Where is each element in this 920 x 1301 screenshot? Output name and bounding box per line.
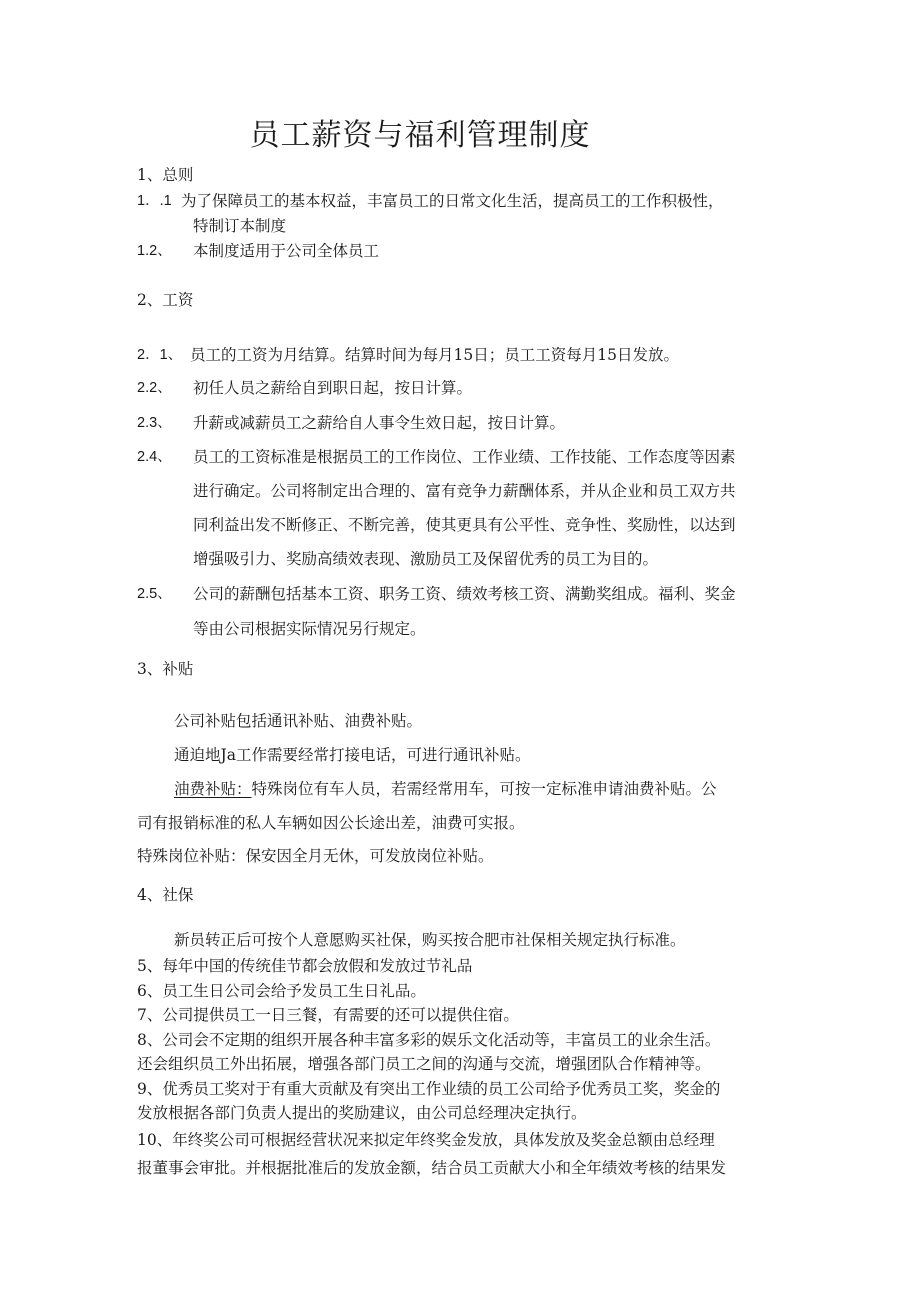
allowance-line-2: 通迫地Ja工作需要经常打接电话，可进行通讯补贴。 (174, 746, 531, 764)
clause-1-1-number: 1．.1 (137, 193, 172, 209)
clause-2-2-text: 初任人员之薪给自到职日起，按日计算。 (193, 379, 473, 397)
item-9-line-1: 9、优秀员工奖对于有重大贡献及有突出工作业绩的员工公司给予优秀员工奖，奖金的 (137, 1080, 721, 1098)
item-5: 5、每年中国的传统佳节都会放假和发放过节礼品 (137, 957, 473, 975)
allowance-line-4: 司有报销标准的私人车辆如因公长途出差，油费可实报。 (137, 814, 525, 832)
clause-2-1-number: 2．1、 (137, 347, 183, 363)
allowance-line-1: 公司补贴包括通讯补贴、油费补贴。 (174, 712, 423, 730)
clause-2-4-number: 2.4、 (137, 449, 172, 465)
clause-1-1-text-cont: 特制订本制度 (193, 217, 287, 235)
item-6: 6、员工生日公司会给予发员工生日礼品。 (137, 982, 426, 1000)
item-10-line-1: 10、年终奖公司可根据经营状况来拟定年终奖金发放，具体发放及奖金总额由总经理 (137, 1131, 715, 1149)
fuel-allowance-text: 特殊岗位有车人员，若需经常用车，可按一定标准申请油费补贴。公 (251, 780, 717, 798)
clause-2-5-line-2: 等由公司根据实际情况另行规定。 (193, 620, 426, 638)
section-2-heading: 2、工资 (137, 291, 194, 309)
clause-2-4-line-1: 员工的工资标准是根据员工的工作岗位、工作业绩、工作技能、工作态度等因素 (193, 448, 736, 466)
clause-2-2-number: 2.2、 (137, 380, 172, 396)
clause-2-4-line-3: 同利益出发不断修正、不断完善，使其更具有公平性、竞争性、奖励性，以达到 (193, 516, 736, 534)
clause-2-1-text: 员工的工资为月结算。结算时间为每月15日；员工工资每月15日发放。 (190, 346, 679, 364)
section-1-heading: 1、总则 (137, 166, 194, 184)
social-insurance-line: 新员转正后可按个人意愿购买社保，购买按合肥市社保相关规定执行标准。 (174, 931, 686, 949)
clause-1-2-number: 1.2、 (137, 243, 172, 259)
section-4-heading: 4、社保 (137, 886, 194, 904)
document-title: 员工薪资与福利管理制度 (249, 118, 591, 153)
clause-2-3-number: 2.3、 (137, 415, 172, 431)
clause-2-5-line-1: 公司的薪酬包括基本工资、职务工资、绩效考核工资、满勤奖组成。福利、奖金 (193, 585, 736, 603)
allowance-line-3 (174, 779, 717, 799)
clause-2-3-text: 升薪或减薪员工之薪给自人事令生效日起，按日计算。 (193, 414, 566, 432)
clause-2-4-line-2: 进行确定。公司将制定出合理的、富有竞争力薪酬体系，并从企业和员工双方共 (193, 482, 736, 500)
clause-2-4-line-4: 增强吸引力、奖励高绩效表现、激励员工及保留优秀的员工为目的。 (193, 550, 659, 568)
item-8-line-2: 还会组织员工外出拓展，增强各部门员工之间的沟通与交流，增强团队合作精神等。 (137, 1055, 711, 1073)
clause-1-2-text: 本制度适用于公司全体员工 (193, 242, 380, 260)
allowance-line-5: 特殊岗位补贴：保安因全月无休，可发放岗位补贴。 (137, 847, 494, 865)
fuel-allowance-label: 油费补贴： (174, 780, 252, 798)
section-3-heading: 3、补贴 (137, 660, 194, 678)
item-10-line-2: 报董事会审批。并根据批准后的发放金额，结合员工贡献大小和全年绩效考核的结果发 (137, 1159, 727, 1177)
clause-1-1-text: 为了保障员工的基本权益，丰富员工的日常文化生活，提高员工的工作积极性， (181, 192, 724, 210)
clause-2-5-number: 2.5、 (137, 586, 172, 602)
item-8-line-1: 8、公司会不定期的组织开展各种丰富多彩的娱乐文化活动等，丰富员工的业余生活。 (137, 1031, 721, 1049)
item-7: 7、公司提供员工一日三餐，有需要的还可以提供住宿。 (137, 1006, 519, 1024)
item-9-line-2: 发放根据各部门负责人提出的奖励建议，由公司总经理决定执行。 (137, 1104, 587, 1122)
